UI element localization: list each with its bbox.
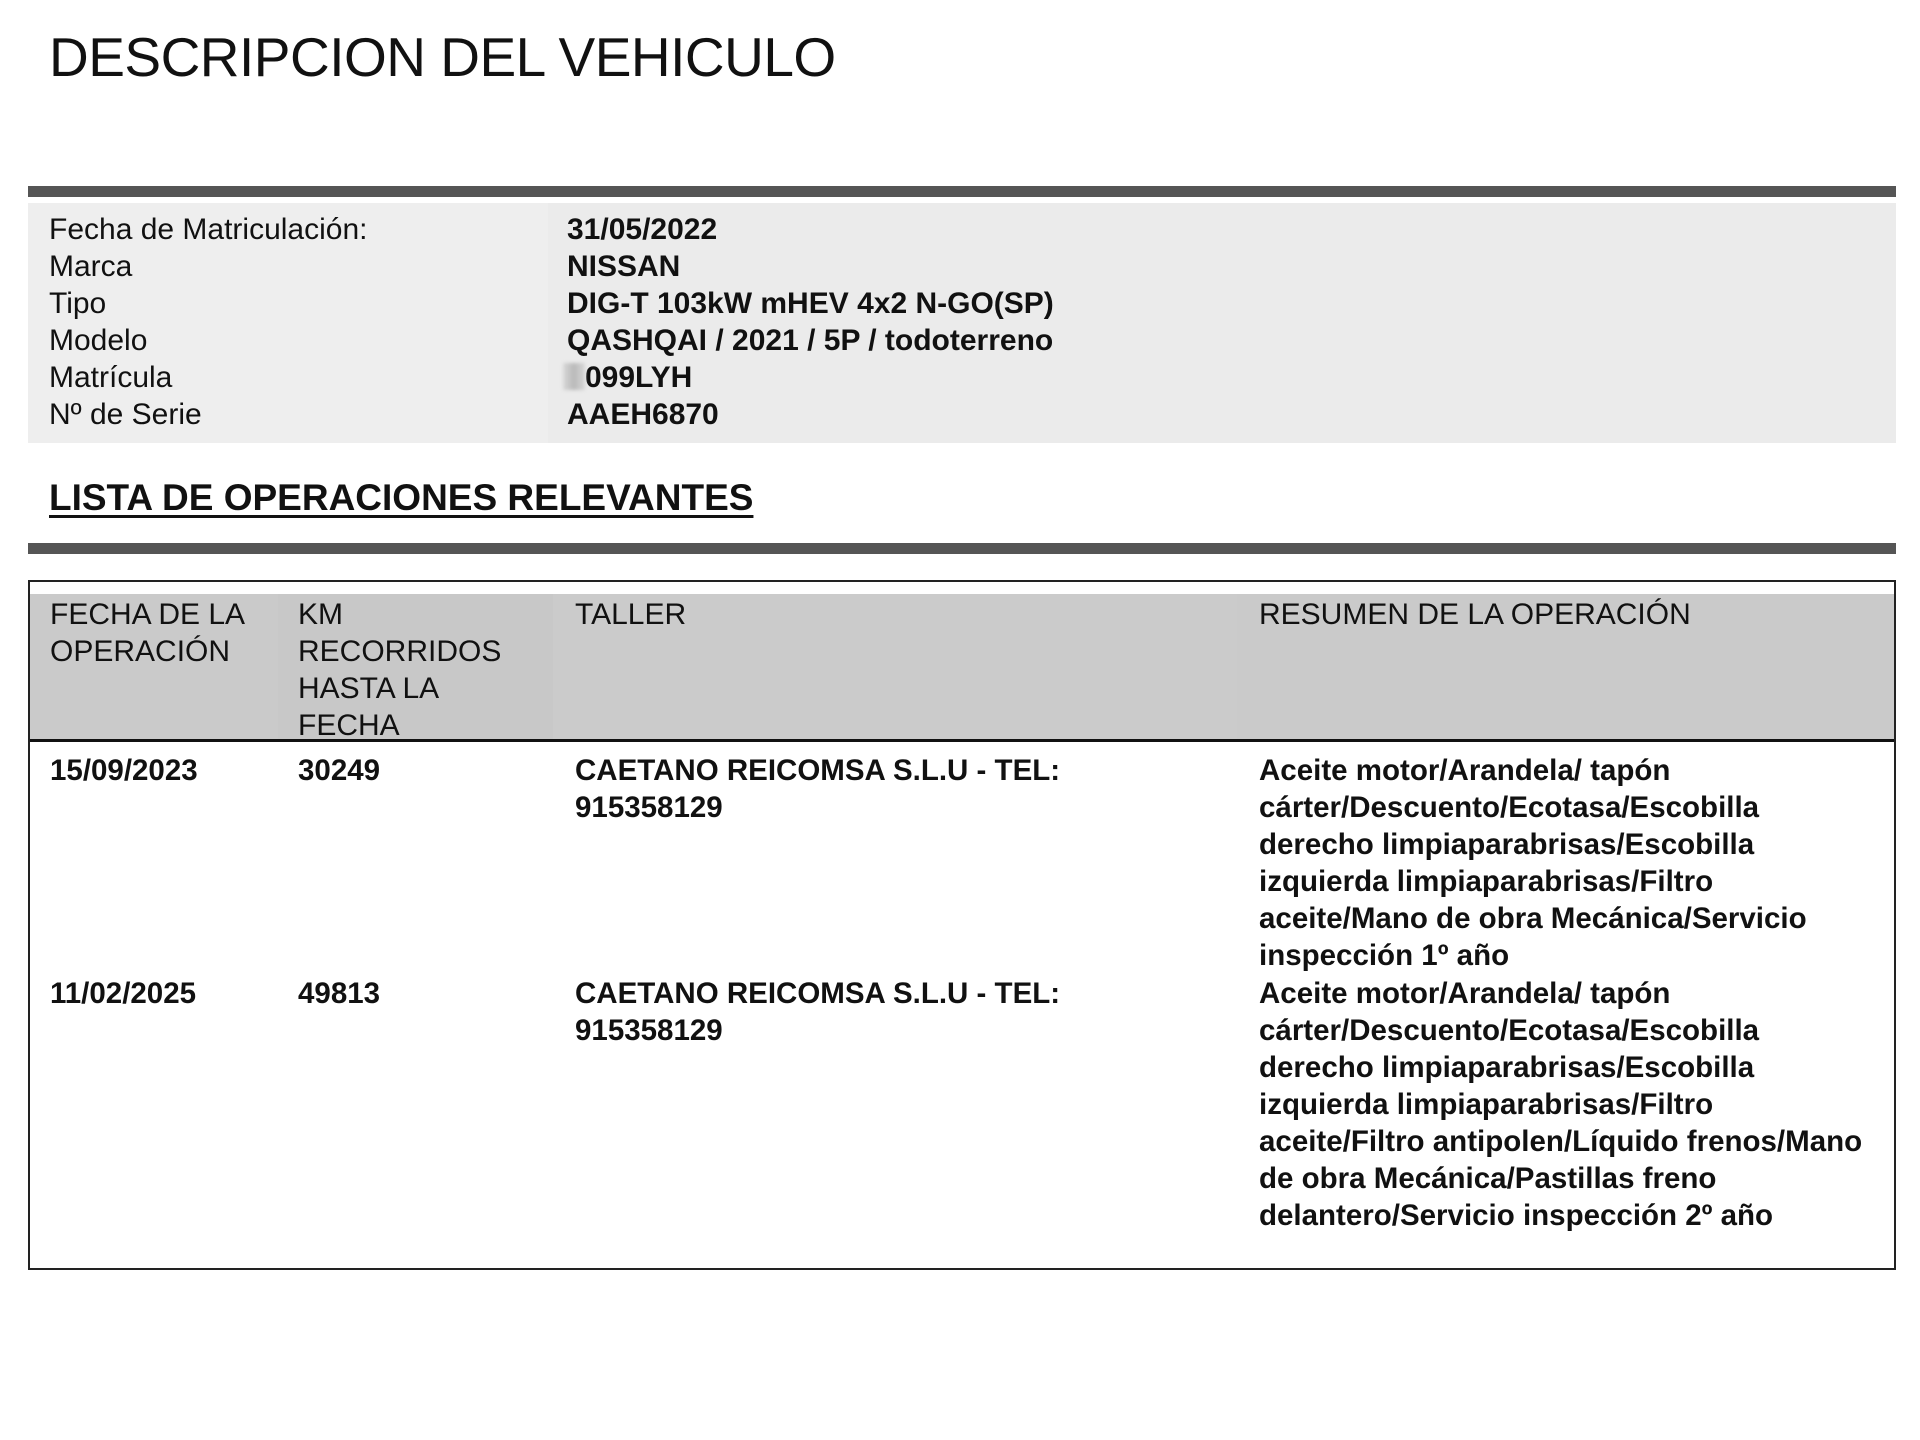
row-1-taller: CAETANO REICOMSA S.L.U - TEL: 915358129 (575, 754, 1061, 824)
column-header-km: KM RECORRIDOS HASTA LA FECHA (298, 598, 502, 742)
redacted-plate-mark (563, 363, 585, 390)
page-title: DESCRIPCION DEL VEHICULO (49, 26, 836, 88)
field-value: QASHQAI / 2021 / 5P / todoterreno (567, 324, 1054, 357)
field-numero-serie (28, 396, 1896, 433)
plate-visible-text: 099LYH (585, 361, 693, 394)
field-label: Modelo (49, 324, 148, 357)
column-header-resumen: RESUMEN DE LA OPERACIÓN (1259, 598, 1691, 631)
field-matricula (28, 359, 1896, 396)
vehicle-details (28, 203, 1896, 443)
field-marca (28, 248, 1896, 285)
field-label: Matrícula (49, 361, 173, 394)
row-2-taller: CAETANO REICOMSA S.L.U - TEL: 915358129 (575, 977, 1061, 1047)
top-divider (28, 186, 1896, 197)
field-value-plate (567, 359, 692, 396)
field-value: DIG-T 103kW mHEV 4x2 N-GO(SP) (567, 287, 1054, 320)
row-1-fecha: 15/09/2023 (50, 754, 198, 787)
row-2-fecha: 11/02/2025 (50, 977, 197, 1010)
field-value: AAEH6870 (567, 398, 719, 431)
row-1-resumen: Aceite motor/Arandela/ tapón cárter/Descuento/Ecotasa/Escobilla derecho limpiaparabrisas/Escobilla izquierda limpiaparabrisas/Filtro aceite/Mano de obra Mecánica/Servicio inspección 1º año (1259, 754, 1807, 972)
operations-heading: LISTA DE OPERACIONES RELEVANTES (49, 477, 754, 518)
field-label: Tipo (49, 287, 107, 320)
column-header-taller: TALLER (575, 598, 687, 631)
field-modelo (28, 322, 1896, 359)
row-2-resumen: Aceite motor/Arandela/ tapón cárter/Descuento/Ecotasa/Escobilla derecho limpiaparabrisas/Escobilla izquierda limpiaparabrisas/Filtro aceite/Filtro antipolen/Líquido frenos/Mano de obra Mecánica/Pastillas freno delantero/Servicio inspección 2º año (1259, 977, 1863, 1232)
row-1-km: 30249 (298, 754, 381, 787)
field-fecha-matriculacion (28, 211, 1896, 248)
field-tipo (28, 285, 1896, 322)
operations-table (28, 580, 1896, 1270)
field-label: Fecha de Matriculación: (49, 213, 368, 246)
column-header-fecha: FECHA DE LA OPERACIÓN (50, 598, 244, 668)
field-label: Nº de Serie (49, 398, 202, 431)
operations-divider (28, 543, 1896, 554)
field-value: NISSAN (567, 250, 681, 283)
field-value: 31/05/2022 (567, 213, 718, 246)
field-label: Marca (49, 250, 133, 283)
row-2-km: 49813 (298, 977, 381, 1010)
